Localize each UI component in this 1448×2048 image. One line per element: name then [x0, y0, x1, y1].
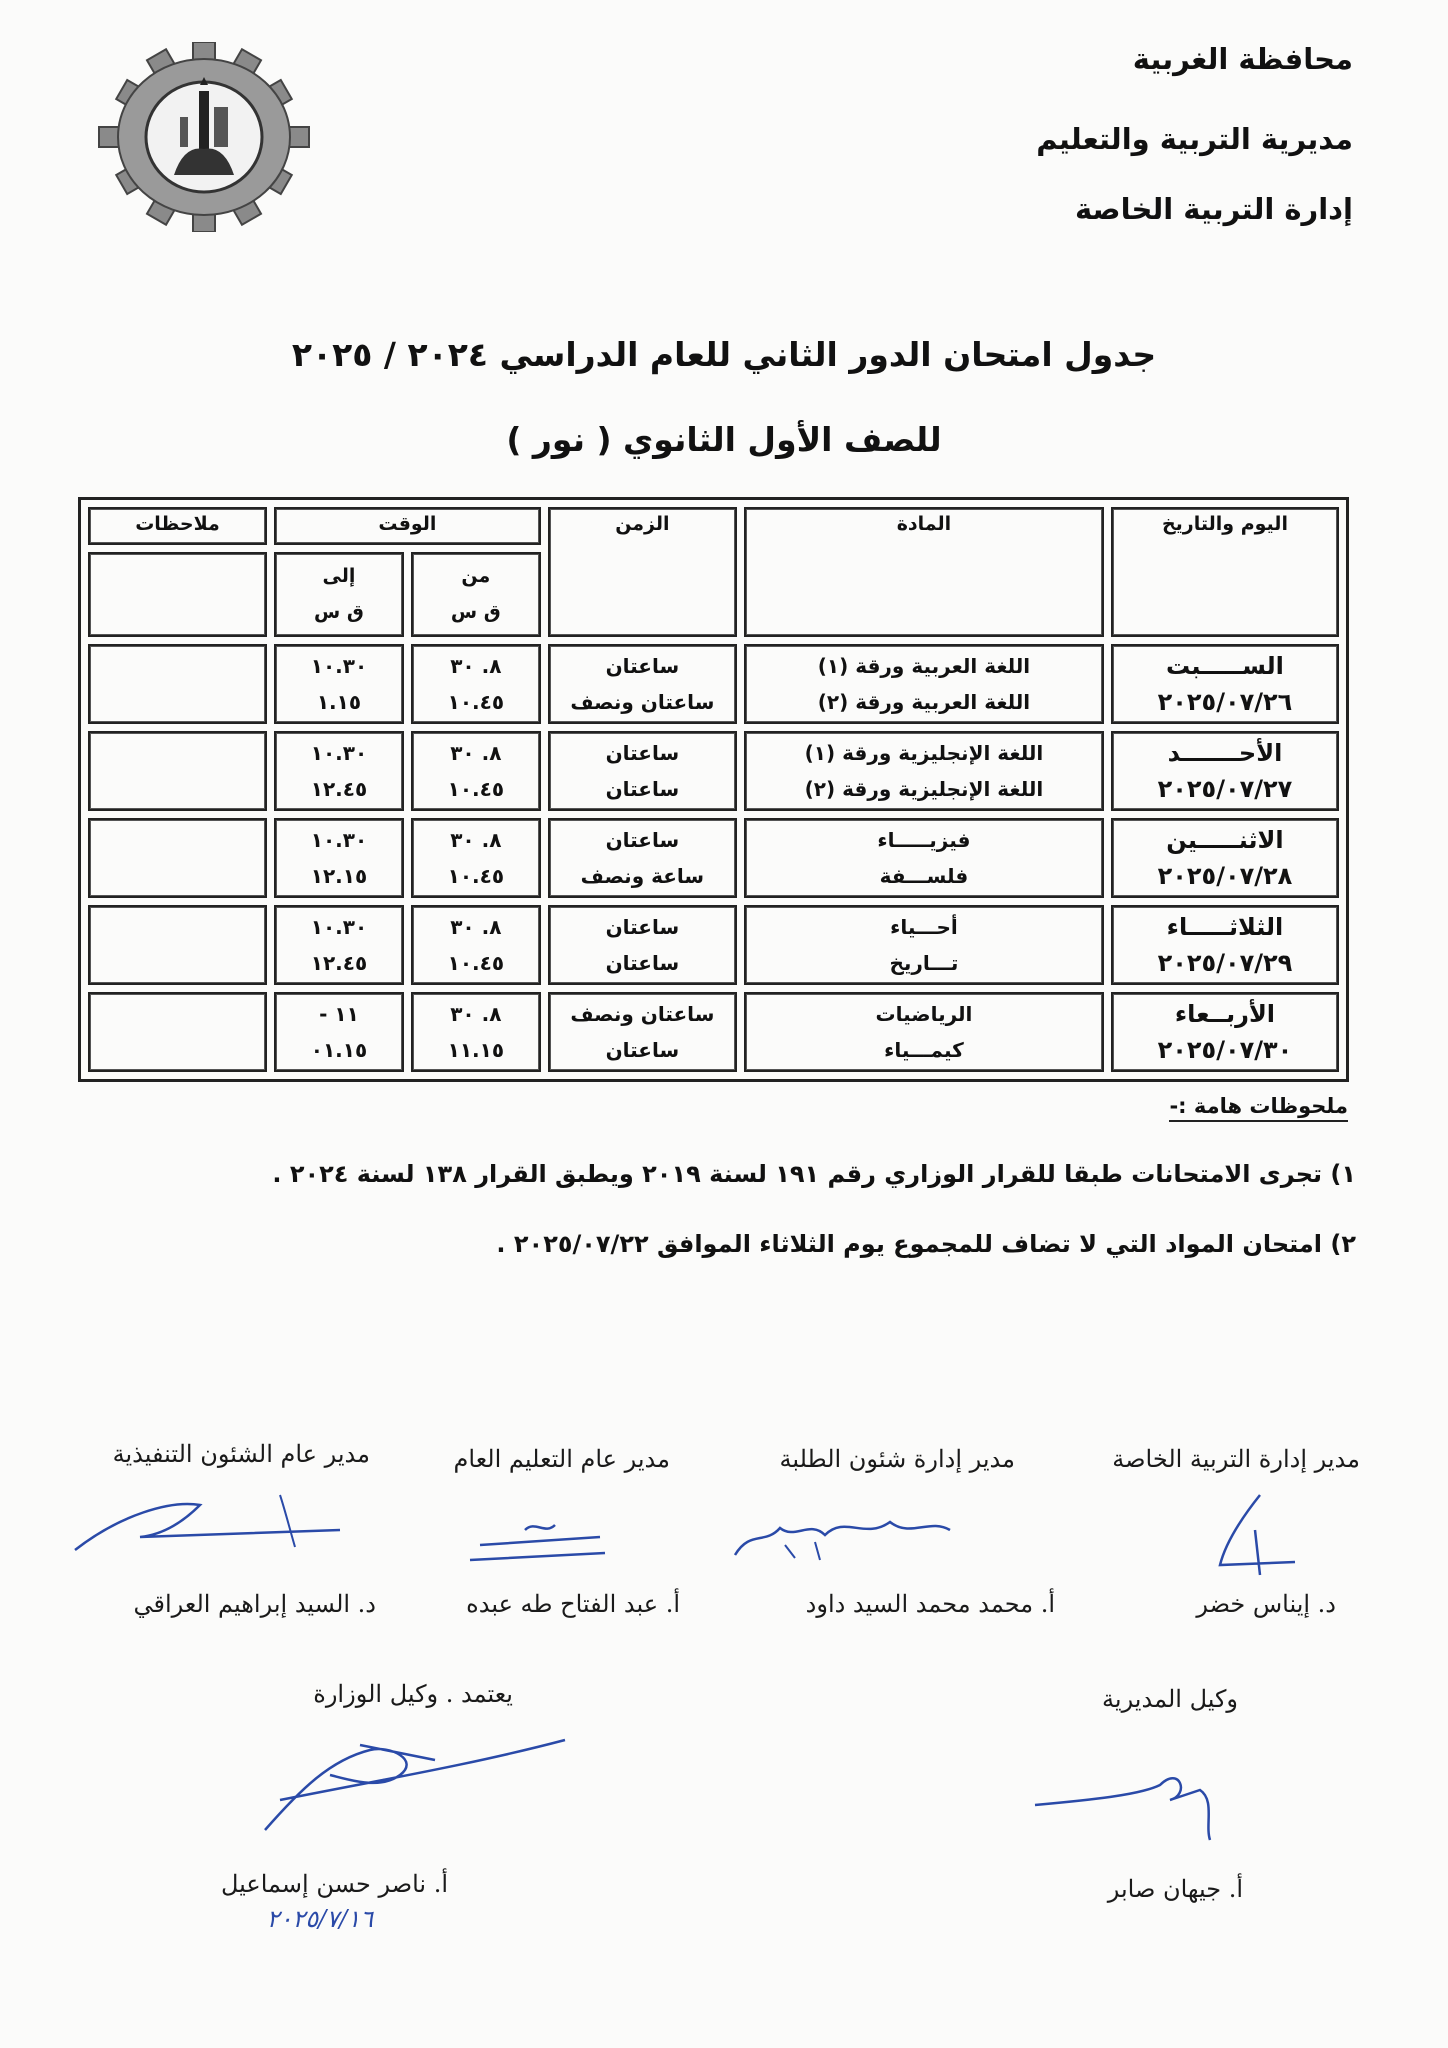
subject-cell	[744, 644, 1104, 724]
subject-label: أحـــياء	[890, 915, 958, 939]
signatory-name: أ. جيهان صابر	[1107, 1875, 1243, 1903]
subject-label: فيزيـــــاء	[877, 828, 971, 852]
remarks-cell	[88, 731, 267, 811]
column-header-from	[411, 552, 541, 637]
from-label: من	[461, 565, 491, 587]
subject-label: اللغة العربية ورقة (٢)	[817, 690, 1031, 714]
subject-label: تـــاريخ	[889, 951, 959, 975]
signature-mark	[70, 1475, 350, 1570]
column-header-time: الوقت	[274, 507, 541, 545]
duration-label: ساعة ونصف	[580, 864, 705, 888]
to-label: إلى	[322, 565, 356, 587]
signatory-name: د. إيناس خضر	[1196, 1590, 1336, 1618]
duration-label: ساعتان	[605, 654, 680, 678]
subject-cell	[744, 818, 1104, 898]
remarks-cell-empty	[88, 552, 267, 637]
to-time-cell	[274, 818, 404, 898]
table-header-row	[88, 507, 1339, 545]
from-time: ١٠.٤٥	[447, 951, 505, 975]
to-unit-label: ق س	[314, 601, 364, 623]
remarks-cell	[88, 644, 267, 724]
date-label: ٢٠٢٥/٠٧/٢٩	[1157, 949, 1293, 977]
duration-label: ساعتان	[605, 951, 680, 975]
subject-label: اللغة العربية ورقة (١)	[817, 654, 1031, 678]
day-label: الثلاثـــــاء	[1166, 913, 1284, 941]
exam-schedule-table	[78, 497, 1349, 1082]
day-label: الأحـــــــد	[1167, 739, 1283, 767]
to-time-cell	[274, 905, 404, 985]
date-label: ٢٠٢٥/٠٧/٢٧	[1157, 775, 1293, 803]
column-header-subject: المادة	[744, 507, 1104, 637]
to-time: ١١ -	[319, 1002, 359, 1026]
day-date-cell	[1111, 992, 1339, 1072]
from-time-cell	[411, 644, 541, 724]
from-time: ١٠.٤٥	[447, 690, 505, 714]
column-header-duration: الزمن	[548, 507, 737, 637]
remarks-cell	[88, 818, 267, 898]
note-item: ١) تجرى الامتحانات طبقا للقرار الوزاري رقم ١٩١ لسنة ٢٠١٩ ويطبق القرار ١٣٨ لسنة ٢٠٢٤ .	[272, 1160, 1356, 1188]
notes-heading: ملحوظات هامة :-	[1169, 1094, 1348, 1122]
page-title: جدول امتحان الدور الثاني للعام الدراسي ٢٠٢٤ / ٢٠٢٥	[291, 335, 1157, 374]
to-time-cell	[274, 992, 404, 1072]
signature-mark	[1200, 1490, 1310, 1580]
date-label: ٢٠٢٥/٠٧/٣٠	[1157, 1036, 1293, 1064]
column-header-to	[274, 552, 404, 637]
table-row	[88, 644, 1339, 724]
from-time: ٨. ٣٠	[450, 654, 502, 678]
from-time: ٨. ٣٠	[450, 915, 502, 939]
to-time: ١٢.٤٥	[310, 951, 368, 975]
date-label: ٢٠٢٥/٠٧/٢٨	[1157, 862, 1293, 890]
day-label: الأربــعاء	[1174, 1000, 1276, 1028]
subject-label: الرياضيات	[875, 1002, 973, 1026]
from-time-cell	[411, 992, 541, 1072]
approval-date: ٢٠٢٥/٧/١٦	[266, 1905, 373, 1933]
signatory-title: مدير عام الشئون التنفيذية	[112, 1440, 370, 1468]
from-unit-label: ق س	[450, 601, 501, 623]
from-time-cell	[411, 818, 541, 898]
duration-label: ساعتان ونصف	[570, 1002, 715, 1026]
to-time: ١٠.٣٠	[310, 915, 368, 939]
to-time: ١٠.٣٠	[310, 654, 368, 678]
duration-label: ساعتان	[605, 828, 680, 852]
signatory-name: د. السيد إبراهيم العراقي	[133, 1590, 376, 1618]
signature-mark	[1030, 1745, 1250, 1845]
duration-label: ساعتان	[605, 741, 680, 765]
to-time-cell	[274, 644, 404, 724]
day-date-cell	[1111, 731, 1339, 811]
to-time: ١٠.٣٠	[310, 741, 368, 765]
day-label: الســـــبت	[1166, 652, 1284, 680]
signature-mark	[465, 1515, 615, 1575]
duration-label: ساعتان	[605, 915, 680, 939]
date-label: ٢٠٢٥/٠٧/٢٦	[1157, 688, 1293, 716]
to-time: ١٢.٤٥	[310, 777, 368, 801]
signatory-name: أ. ناصر حسن إسماعيل	[220, 1870, 448, 1898]
duration-cell	[548, 644, 737, 724]
signatory-title: مدير إدارة التربية الخاصة	[1112, 1445, 1360, 1473]
governorate-label: محافظة الغربية	[1132, 42, 1353, 76]
remarks-cell	[88, 992, 267, 1072]
to-time-cell	[274, 731, 404, 811]
signature-mark	[725, 1500, 955, 1570]
to-time: ١٢.١٥	[310, 864, 368, 888]
to-time: ١٠.٣٠	[310, 828, 368, 852]
duration-cell	[548, 731, 737, 811]
department-label: إدارة التربية الخاصة	[1074, 192, 1353, 226]
from-time: ٨. ٣٠	[450, 828, 502, 852]
from-time-cell	[411, 905, 541, 985]
duration-label: ساعتان	[605, 1038, 680, 1062]
to-time: ٠١.١٥	[310, 1038, 368, 1062]
education-gear-emblem-icon	[96, 42, 312, 232]
signatory-name: أ. محمد محمد السيد داود	[805, 1590, 1055, 1618]
from-time: ٨. ٣٠	[450, 1002, 502, 1026]
subject-cell	[744, 992, 1104, 1072]
duration-cell	[548, 905, 737, 985]
duration-cell	[548, 992, 737, 1072]
signature-mark	[260, 1720, 570, 1850]
from-time: ٨. ٣٠	[450, 741, 502, 765]
day-date-cell	[1111, 905, 1339, 985]
table-row	[88, 731, 1339, 811]
from-time: ١٠.٤٥	[447, 864, 505, 888]
column-header-day-date: اليوم والتاريخ	[1111, 507, 1339, 637]
from-time: ١٠.٤٥	[447, 777, 505, 801]
subject-label: فلســـفة	[879, 864, 969, 888]
table-row	[88, 818, 1339, 898]
subject-label: اللغة الإنجليزية ورقة (١)	[804, 741, 1044, 765]
signatory-title: وكيل المديرية	[1102, 1685, 1238, 1713]
remarks-cell	[88, 905, 267, 985]
directorate-label: مديرية التربية والتعليم	[1036, 122, 1353, 156]
subject-cell	[744, 731, 1104, 811]
page-subtitle: للصف الأول الثانوي ( نور )	[506, 420, 942, 459]
day-date-cell	[1111, 644, 1339, 724]
to-time: ١.١٥	[316, 690, 362, 714]
table-row	[88, 992, 1339, 1072]
subject-label: اللغة الإنجليزية ورقة (٢)	[804, 777, 1044, 801]
column-header-remarks: ملاحظات	[88, 507, 267, 545]
duration-cell	[548, 818, 737, 898]
signatory-name: أ. عبد الفتاح طه عبده	[466, 1590, 680, 1618]
signatory-title: مدير عام التعليم العام	[453, 1445, 670, 1473]
day-label: الاثنـــــين	[1166, 826, 1284, 854]
from-time-cell	[411, 731, 541, 811]
table-row	[88, 905, 1339, 985]
from-time: ١١.١٥	[447, 1038, 505, 1062]
duration-label: ساعتان	[605, 777, 680, 801]
signatory-title: يعتمد . وكيل الوزارة	[313, 1680, 513, 1708]
day-date-cell	[1111, 818, 1339, 898]
subject-label: كيمـــياء	[884, 1038, 964, 1062]
duration-label: ساعتان ونصف	[570, 690, 715, 714]
subject-cell	[744, 905, 1104, 985]
signatory-title: مدير إدارة شئون الطلبة	[779, 1445, 1015, 1473]
note-item: ٢) امتحان المواد التي لا تضاف للمجموع يوم الثلاثاء الموافق ٢٠٢٥/٠٧/٢٢ .	[496, 1230, 1356, 1258]
